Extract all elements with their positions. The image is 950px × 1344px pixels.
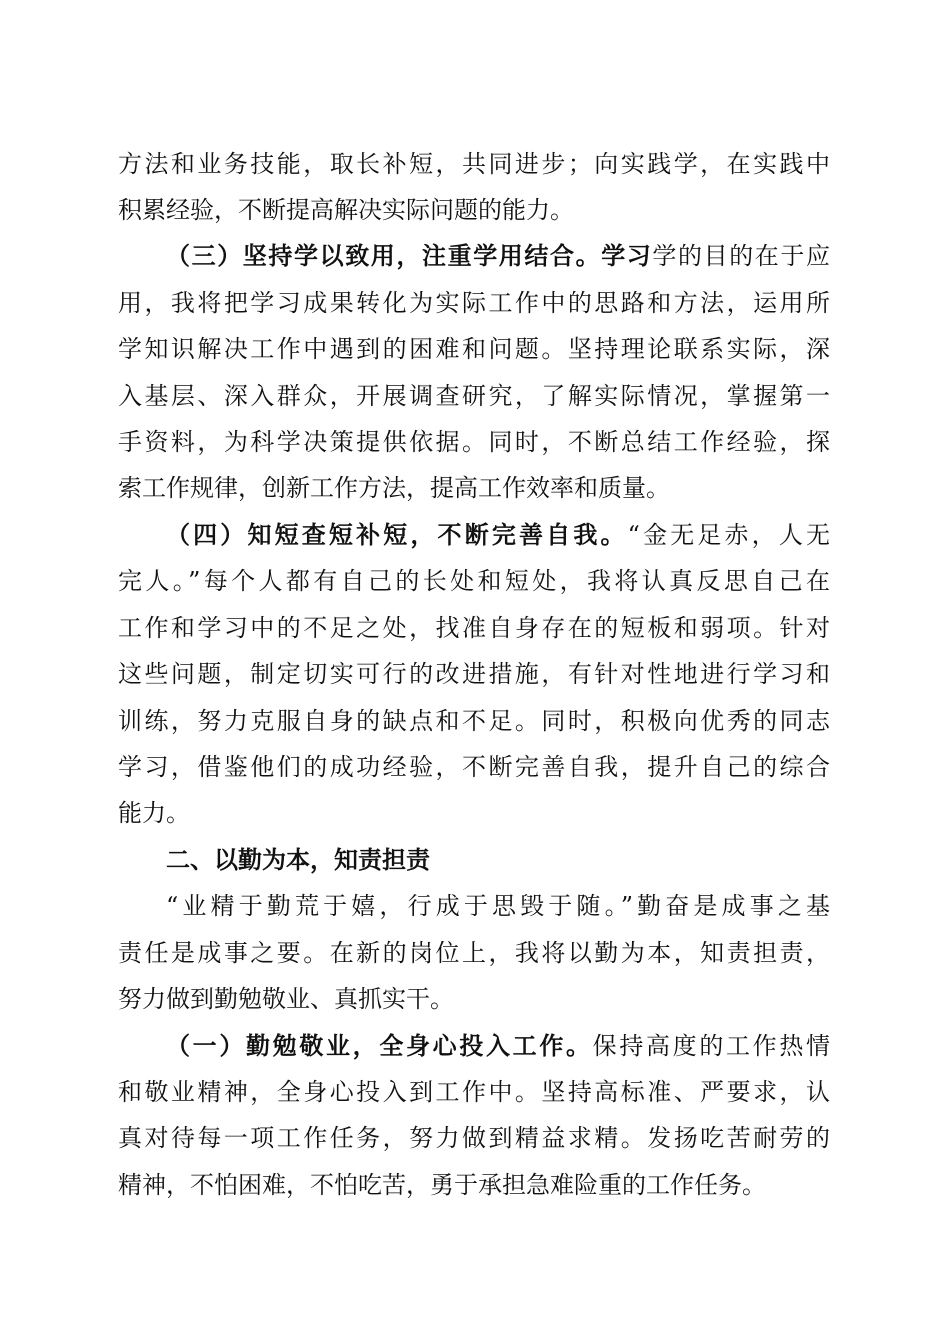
paragraph-line bbox=[118, 1076, 830, 1108]
line-text: 方法和业务技能，取长补短，共同进步；向实践学，在实践中 bbox=[118, 150, 830, 178]
paragraph-line bbox=[118, 751, 830, 783]
line-text: 和敬业精神，全身心投入到工作中。坚持高标准、严要求，认 bbox=[118, 1078, 830, 1106]
paragraph-line bbox=[118, 705, 830, 737]
line-text: 工作和学习中的不足之处，找准自身存在的短板和弱项。针对 bbox=[118, 614, 830, 642]
line-text: 索工作规律，创新工作方法，提高工作效率和质量。 bbox=[118, 474, 670, 502]
paragraph-line bbox=[166, 1030, 830, 1062]
line-text: 用，我将把学习成果转化为实际工作中的思路和方法，运用所 bbox=[118, 289, 830, 317]
line-text: 完人。”每个人都有自己的长处和短处，我将认真反思自己在 bbox=[118, 567, 830, 595]
section-heading bbox=[166, 844, 830, 876]
line-text: 学的目的在于应 bbox=[652, 242, 831, 270]
line-text: 真对待每一项工作任务，努力做到精益求精。发扬吃苦耐劳的 bbox=[118, 1124, 830, 1152]
paragraph-line bbox=[118, 287, 830, 319]
paragraph-line bbox=[118, 148, 830, 180]
paragraph-line bbox=[118, 797, 830, 829]
paragraph-line bbox=[118, 612, 830, 644]
line-text: 入基层、深入群众，开展调查研究，了解实际情况，掌握第一 bbox=[118, 382, 830, 410]
paragraph-line bbox=[118, 1122, 830, 1154]
line-text: 训练，努力克服自身的缺点和不足。同时，积极向优秀的同志 bbox=[118, 707, 830, 735]
paragraph-line bbox=[118, 333, 830, 365]
paragraph-line bbox=[166, 519, 830, 551]
paragraph-line bbox=[118, 565, 830, 597]
line-text: 精神，不怕困难，不怕吃苦，勇于承担急难险重的工作任务。 bbox=[118, 1171, 766, 1199]
paragraph-line bbox=[118, 1169, 830, 1201]
line-text: 努力做到勤勉敬业、真抓实干。 bbox=[118, 985, 454, 1013]
paragraph-line bbox=[118, 937, 830, 969]
paragraph-line bbox=[118, 472, 830, 504]
line-text: “业精于勤荒于嬉，行成于思毁于随。”勤奋是成事之基 bbox=[166, 892, 830, 920]
subheading-text: （四）知短查短补短，不断完善自我。 bbox=[166, 520, 628, 549]
line-text: 能力。 bbox=[118, 799, 190, 827]
subheading-text: （一）勤勉敬业，全身心投入工作。 bbox=[166, 1031, 593, 1060]
paragraph-line bbox=[118, 380, 830, 412]
line-text: 这些问题，制定切实可行的改进措施，有针对性地进行学习和 bbox=[118, 660, 830, 688]
paragraph-line bbox=[118, 194, 830, 226]
line-text: 学知识解决工作中遇到的困难和问题。坚持理论联系实际，深 bbox=[118, 335, 830, 363]
paragraph-line bbox=[166, 890, 830, 922]
subheading-text: （三）坚持学以致用，注重学用结合。学习 bbox=[166, 241, 653, 270]
paragraph-line bbox=[118, 658, 830, 690]
line-text: 积累经验，不断提高解决实际问题的能力。 bbox=[118, 196, 574, 224]
line-text: “金无足赤，人无 bbox=[627, 521, 830, 549]
line-text: 学习，借鉴他们的成功经验，不断完善自我，提升自己的综合 bbox=[118, 753, 830, 781]
paragraph-line bbox=[166, 240, 830, 272]
paragraph-line bbox=[118, 983, 830, 1015]
line-text: 保持高度的工作热情 bbox=[592, 1032, 831, 1060]
line-text: 责任是成事之要。在新的岗位上，我将以勤为本，知责担责， bbox=[118, 939, 830, 967]
paragraph-line bbox=[118, 426, 830, 458]
line-text: 手资料，为科学决策提供依据。同时，不断总结工作经验，探 bbox=[118, 428, 830, 456]
heading-text: 二、以勤为本，知责担责 bbox=[166, 846, 430, 874]
